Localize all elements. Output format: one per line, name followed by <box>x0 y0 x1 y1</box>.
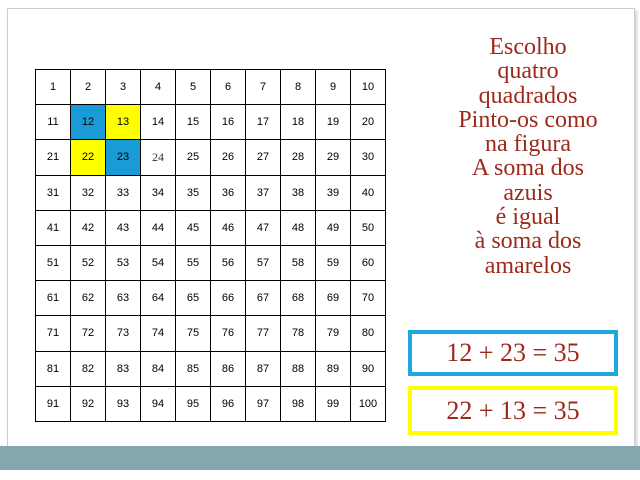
grid-cell: 40 <box>351 176 386 211</box>
grid-cell: 1 <box>36 70 71 105</box>
grid-cell: 86 <box>211 352 246 387</box>
grid-cell: 80 <box>351 316 386 351</box>
explanation-line: Pinto-os como <box>458 106 598 133</box>
grid-cell: 13 <box>106 105 141 140</box>
grid-cell: 14 <box>141 105 176 140</box>
yellow-sum-equation: 22 + 13 = 35 <box>408 386 618 435</box>
grid-cell: 64 <box>141 281 176 316</box>
grid-cell: 7 <box>246 70 281 105</box>
grid-cell: 21 <box>36 140 71 175</box>
grid-cell: 32 <box>71 176 106 211</box>
grid-cell: 62 <box>71 281 106 316</box>
grid-cell: 81 <box>36 352 71 387</box>
grid-cell: 31 <box>36 176 71 211</box>
grid-cell: 74 <box>141 316 176 351</box>
grid-cell: 77 <box>246 316 281 351</box>
grid-cell: 70 <box>351 281 386 316</box>
grid-cell: 93 <box>106 387 141 422</box>
grid-cell: 36 <box>211 176 246 211</box>
grid-cell: 61 <box>36 281 71 316</box>
grid-cell: 87 <box>246 352 281 387</box>
explanation-line: quatro <box>497 58 559 85</box>
grid-cell: 8 <box>281 70 316 105</box>
explanation-line: é igual <box>495 204 561 231</box>
grid-cell: 47 <box>246 211 281 246</box>
grid-cell: 35 <box>176 176 211 211</box>
grid-cell: 30 <box>351 140 386 175</box>
grid-cell: 38 <box>281 176 316 211</box>
grid-cell: 48 <box>281 211 316 246</box>
explanation-line: na figura <box>485 131 571 158</box>
grid-cell: 9 <box>316 70 351 105</box>
grid-cell: 85 <box>176 352 211 387</box>
grid-cell: 26 <box>211 140 246 175</box>
grid-cell: 56 <box>211 246 246 281</box>
number-grid <box>35 69 386 422</box>
grid-cell: 84 <box>141 352 176 387</box>
grid-cell: 18 <box>281 105 316 140</box>
grid-cell: 100 <box>351 387 386 422</box>
grid-cell: 27 <box>246 140 281 175</box>
grid-cell: 57 <box>246 246 281 281</box>
grid-cell: 23 <box>106 140 141 175</box>
grid-cell: 28 <box>281 140 316 175</box>
grid-cell: 17 <box>246 105 281 140</box>
grid-cell: 94 <box>141 387 176 422</box>
explanation-line: amarelos <box>484 252 572 279</box>
grid-cell: 73 <box>106 316 141 351</box>
grid-cell: 83 <box>106 352 141 387</box>
grid-cell: 41 <box>36 211 71 246</box>
grid-cell: 60 <box>351 246 386 281</box>
grid-cell: 2 <box>71 70 106 105</box>
grid-cell: 59 <box>316 246 351 281</box>
grid-cell: 25 <box>176 140 211 175</box>
explanation-line: A soma dos <box>471 155 584 182</box>
grid-cell: 89 <box>316 352 351 387</box>
grid-cell: 68 <box>281 281 316 316</box>
grid-cell: 66 <box>211 281 246 316</box>
grid-cell: 79 <box>316 316 351 351</box>
grid-cell: 98 <box>281 387 316 422</box>
grid-cell: 99 <box>316 387 351 422</box>
grid-cell: 22 <box>71 140 106 175</box>
grid-cell: 39 <box>316 176 351 211</box>
grid-cell: 75 <box>176 316 211 351</box>
grid-cell: 72 <box>71 316 106 351</box>
grid-cell: 49 <box>316 211 351 246</box>
footer-bar <box>0 446 640 470</box>
grid-cell: 44 <box>141 211 176 246</box>
grid-cell: 15 <box>176 105 211 140</box>
grid-cell: 78 <box>281 316 316 351</box>
grid-cell: 69 <box>316 281 351 316</box>
grid-cell: 91 <box>36 387 71 422</box>
grid-cell: 63 <box>106 281 141 316</box>
explanation-line: azuis <box>503 179 553 206</box>
grid-cell: 54 <box>141 246 176 281</box>
grid-cell: 24 <box>141 140 176 175</box>
grid-cell: 3 <box>106 70 141 105</box>
grid-cell: 42 <box>71 211 106 246</box>
grid-cell: 16 <box>211 105 246 140</box>
grid-cell: 10 <box>351 70 386 105</box>
grid-cell: 88 <box>281 352 316 387</box>
grid-cell: 5 <box>176 70 211 105</box>
grid-cell: 95 <box>176 387 211 422</box>
grid-cell: 55 <box>176 246 211 281</box>
grid-cell: 71 <box>36 316 71 351</box>
grid-cell: 46 <box>211 211 246 246</box>
grid-cell: 51 <box>36 246 71 281</box>
grid-cell: 29 <box>316 140 351 175</box>
blue-sum-equation: 12 + 23 = 35 <box>408 330 618 376</box>
explanation-line: à soma dos <box>474 228 582 255</box>
grid-cell: 50 <box>351 211 386 246</box>
grid-cell: 6 <box>211 70 246 105</box>
explanation-line: quadrados <box>478 82 578 109</box>
grid-cell: 33 <box>106 176 141 211</box>
grid-cell: 92 <box>71 387 106 422</box>
grid-cell: 76 <box>211 316 246 351</box>
grid-cell: 4 <box>141 70 176 105</box>
grid-cell: 52 <box>71 246 106 281</box>
grid-cell: 12 <box>71 105 106 140</box>
grid-cell: 67 <box>246 281 281 316</box>
grid-cell: 11 <box>36 105 71 140</box>
grid-cell: 34 <box>141 176 176 211</box>
grid-cell: 90 <box>351 352 386 387</box>
explanation-text <box>428 35 628 278</box>
explanation-line: Escolho <box>489 34 567 60</box>
grid-cell: 53 <box>106 246 141 281</box>
grid-cell: 19 <box>316 105 351 140</box>
grid-cell: 20 <box>351 105 386 140</box>
grid-cell: 37 <box>246 176 281 211</box>
grid-cell: 45 <box>176 211 211 246</box>
grid-cell: 96 <box>211 387 246 422</box>
grid-cell: 97 <box>246 387 281 422</box>
grid-cell: 58 <box>281 246 316 281</box>
grid-cell: 82 <box>71 352 106 387</box>
grid-cell: 43 <box>106 211 141 246</box>
grid-cell: 65 <box>176 281 211 316</box>
